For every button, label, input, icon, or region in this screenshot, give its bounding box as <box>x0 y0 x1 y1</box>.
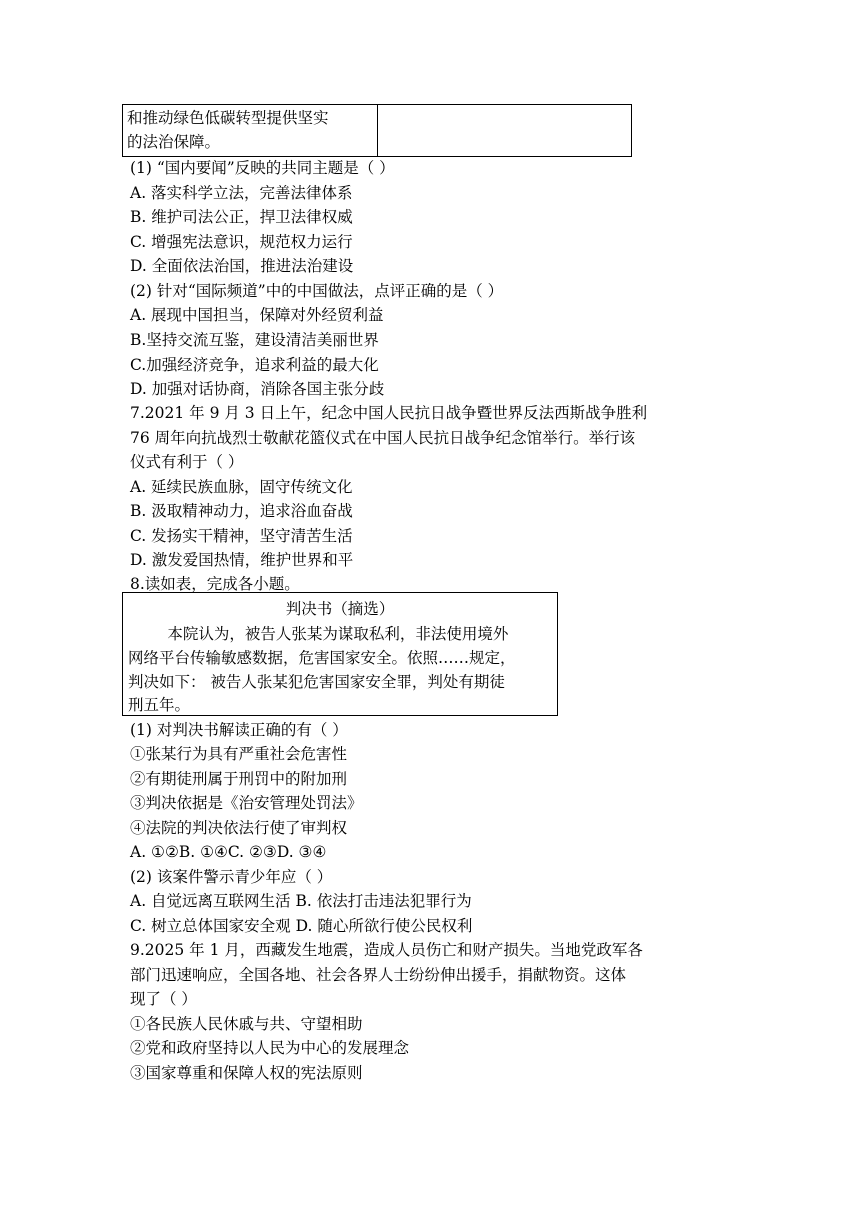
option-d: D. 加强对话协商，消除各国主张分歧 <box>130 380 385 398</box>
question-9-cont: 部门迅速响应，全国各地、社会各界人士纷纷伸出援手，捐献物资。这体 <box>130 966 627 984</box>
table-row <box>123 105 632 157</box>
option-b: B.坚持交流互鉴，建设清洁美丽世界 <box>130 331 379 349</box>
judgment-line: 网络平台传输敏感数据，危害国家安全。依照……规定， <box>128 649 516 667</box>
option-b: B. 维护司法公正，捍卫法律权威 <box>130 208 353 226</box>
judgment-line: 刑五年。 <box>128 696 191 714</box>
statement-2: ②党和政府坚持以人民为中心的发展理念 <box>130 1039 410 1057</box>
question-9-cont: 现了（ ） <box>130 990 197 1008</box>
option-a: A. 延续民族血脉，固守传统文化 <box>130 478 353 496</box>
option-a: A. 展现中国担当，保障对外经贸利益 <box>130 306 384 324</box>
statement-1: ①各民族人民休戚与共、守望相助 <box>130 1015 363 1033</box>
option-c: C.加强经济竞争，追求利益的最大化 <box>130 356 379 374</box>
question-8-1: (1) 对判决书解读正确的有（ ） <box>130 721 348 739</box>
table-cell-line: 的法治保障。 <box>127 133 221 151</box>
options-line: A. ①②B. ①④C. ②③D. ③④ <box>130 843 327 861</box>
question-7-cont: 76 周年向抗战烈士敬献花篮仪式在中国人民抗日战争纪念馆举行。举行该 <box>130 429 636 447</box>
question-6-1: (1) “国内要闻”反映的共同主题是（ ） <box>130 159 395 177</box>
continued-table <box>122 104 632 157</box>
judgment-box <box>122 592 558 716</box>
table-cell-right <box>378 105 632 157</box>
option-d: D. 激发爱国热情，维护世界和平 <box>130 551 354 569</box>
question-7-cont: 仪式有利于（ ） <box>130 453 244 471</box>
statement-3: ③判决依据是《治安管理处罚法》 <box>130 794 363 812</box>
question-7: 7.2021 年 9 月 3 日上午，纪念中国人民抗日战争暨世界反法西斯战争胜利 <box>130 404 648 422</box>
judgment-title: 判决书（摘选） <box>285 600 395 618</box>
option-c: C. 增强宪法意识，规范权力运行 <box>130 233 353 251</box>
question-6-2: (2) 针对“国际频道”中的中国做法，点评正确的是（ ） <box>130 282 504 300</box>
statement-4: ④法院的判决依法行使了审判权 <box>130 819 348 837</box>
table-cell-left <box>123 105 378 157</box>
options-ab: A. 自觉远离互联网生活 B. 依法打击违法犯罪行为 <box>130 892 472 910</box>
question-8: 8.读如表，完成各小题。 <box>130 575 300 593</box>
option-d: D. 全面依法治国，推进法治建设 <box>130 257 354 275</box>
question-9: 9.2025 年 1 月，西藏发生地震，造成人员伤亡和财产损失。当地党政军各 <box>130 941 643 959</box>
option-c: C. 发扬实干精神，坚守清苦生活 <box>130 527 353 545</box>
statement-3: ③国家尊重和保障人权的宪法原则 <box>130 1064 363 1082</box>
table-cell-line: 和推动绿色低碳转型提供坚实 <box>127 109 329 127</box>
judgment-line: 判决如下： 被告人张某犯危害国家安全罪，判处有期徒 <box>128 673 505 691</box>
question-8-2: (2) 该案件警示青少年应（ ） <box>130 868 333 886</box>
option-b: B. 汲取精神动力，追求浴血奋战 <box>130 502 353 520</box>
statement-2: ②有期徒刑属于刑罚中的附加刑 <box>130 770 348 788</box>
option-a: A. 落实科学立法，完善法律体系 <box>130 184 353 202</box>
judgment-line: 本院认为，被告人张某为谋取私利，非法使用境外 <box>128 625 509 643</box>
statement-1: ①张某行为具有严重社会危害性 <box>130 745 348 763</box>
options-cd: C. 树立总体国家安全观 D. 随心所欲行使公民权利 <box>130 917 473 935</box>
